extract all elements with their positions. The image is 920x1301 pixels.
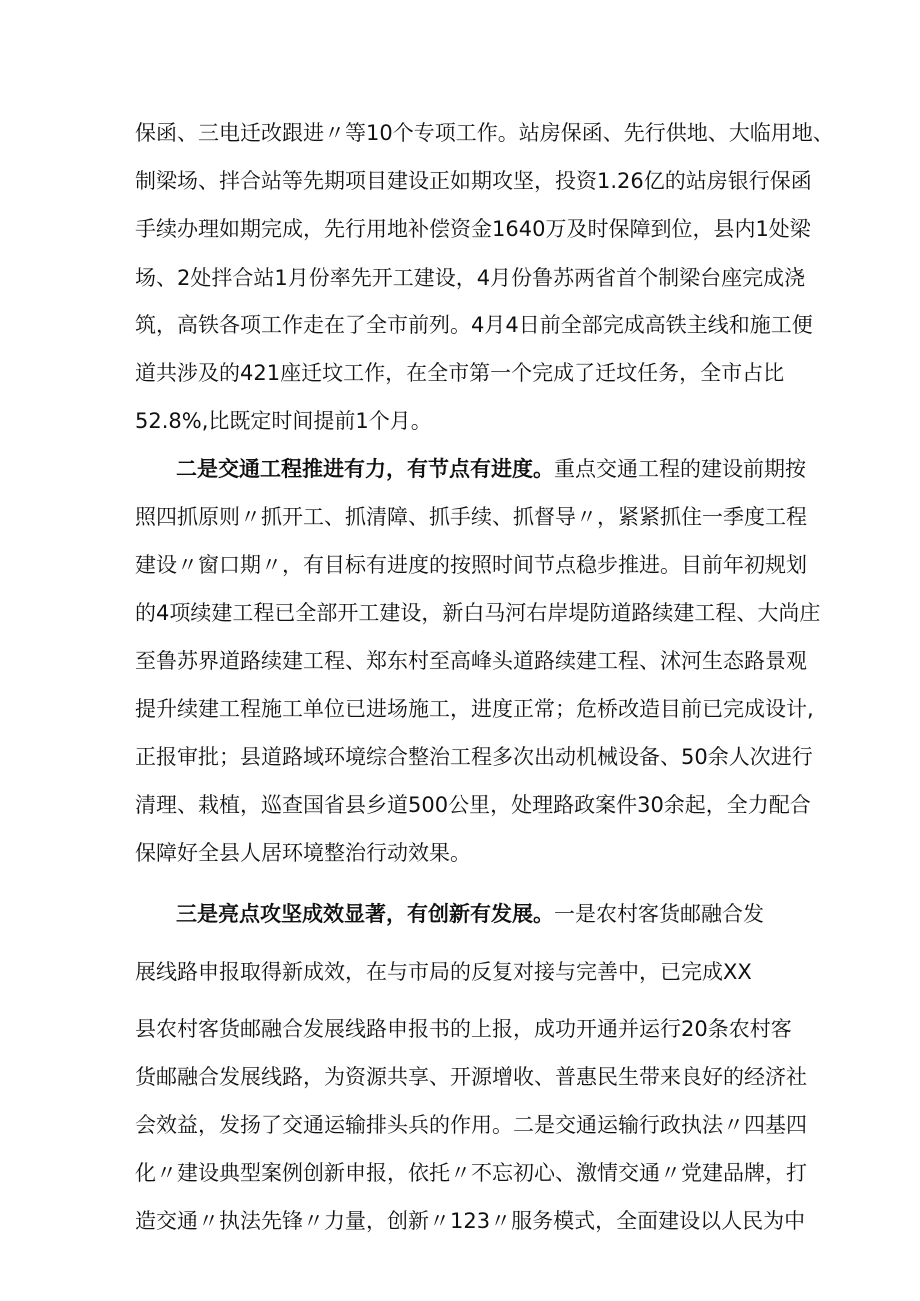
paragraph-2-line-5: 至鲁苏界道路续建工程、郑东村至高峰头道路续建工程、沭河生态路景观 [135,649,807,673]
paragraph-2-line-7: 正报审批；县道路域环境综合整治工程多次出动机械设备、50余人次进行 [135,745,813,769]
paragraph-2-line-8: 清理、栽植，巡查国省县乡道500公里，处理路政案件30余起，全力配合 [135,793,811,817]
paragraph-1-line-6: 道共涉及的421座迁坟工作，在全市第一个完成了迁坟任务，全市占比 [135,361,785,385]
paragraph-1-line-2: 制梁场、拌合站等先期项目建设正如期攻坚，投资1.26亿的站房银行保函 [135,169,812,193]
paragraph-2-line-6: 提升续建工程施工单位已进场施工，进度正常；危桥改造目前已完成设计, [135,697,814,721]
paragraph-2-heading: 二是交通工程推进有力，有节点有进度。 [176,457,554,481]
paragraph-3-line-3: 县农村客货邮融合发展线路申报书的上报，成功开通并运行20条农村客 [135,1017,792,1041]
paragraph-1-line-1: 保函、三电迁改跟进〃等10个专项工作。站房保函、先行供地、大临用地、 [135,121,834,145]
paragraph-2-line-3: 建设〃窗口期〃，有目标有进度的按照时间节点稳步推进。目前年初规划 [135,553,807,577]
paragraph-2-line-4: 的4项续建工程已全部开工建设，新白马河右岸堤防道路续建工程、大尚庄 [135,601,821,625]
paragraph-3-first-line [176,899,764,929]
paragraph-2-first-line [176,454,806,484]
paragraph-2-line-2: 照四抓原则〃抓开工、抓清障、抓手续、抓督导〃，紧紧抓住一季度工程 [135,505,807,529]
paragraph-1-line-3: 手续办理如期完成，先行用地补偿资金1640万及时保障到位，县内1处梁 [135,217,811,241]
paragraph-1-line-7: 52.8%,比既定时间提前1个月。 [135,409,432,433]
paragraph-3-line-4: 货邮融合发展线路，为资源共享、开源增收、普惠民生带来良好的经济社 [135,1065,807,1089]
paragraph-3-line-6: 化〃建设典型案例创新申报，依托〃不忘初心、激情交通〃党建品牌，打 [135,1161,807,1185]
paragraph-2-first-line-text: 重点交通工程的建设前期按 [554,457,806,481]
paragraph-1-line-4: 场、2处拌合站1月份率先开工建设，4月份鲁苏两省首个制梁台座完成浇 [135,266,806,290]
paragraph-3-line-7: 造交通〃执法先锋〃力量，创新〃123〃服务模式，全面建设以人民为中 [135,1209,806,1233]
paragraph-3-line-5: 会效益，发扬了交通运输排头兵的作用。二是交通运输行政执法〃四基四 [135,1113,807,1137]
paragraph-2-line-9: 保障好全县人居环境整治行动效果。 [135,841,471,865]
paragraph-3-line-2: 展线路申报取得新成效，在与市局的反复对接与完善中，已完成XX [135,960,752,984]
paragraph-3-first-line-text: 一是农村客货邮融合发 [554,902,764,926]
paragraph-1-line-5: 筑，高铁各项工作走在了全市前列。4月4日前全部完成高铁主线和施工便 [135,313,813,337]
paragraph-3-heading: 三是亮点攻坚成效显著，有创新有发展。 [176,902,554,926]
